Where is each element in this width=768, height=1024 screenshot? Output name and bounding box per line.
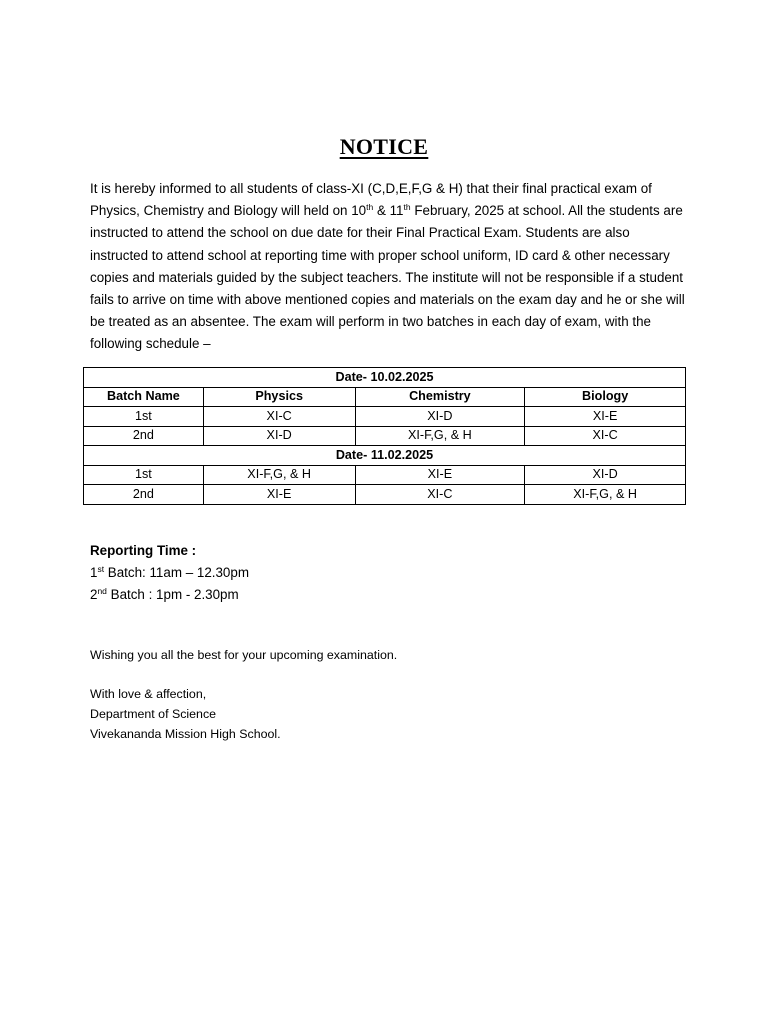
table-cell: 1st: [84, 465, 204, 485]
table-cell: XI-C: [525, 426, 686, 446]
reporting-time-heading: Reporting Time :: [90, 543, 197, 558]
ordinal-superscript: nd: [97, 586, 107, 596]
table-cell: XI-D: [355, 407, 525, 427]
batch-time: Batch: 11am – 12.30pm: [104, 565, 249, 580]
column-header: Chemistry: [355, 387, 525, 407]
table-cell: XI-C: [203, 407, 355, 427]
reporting-batch-1: [90, 562, 249, 584]
reporting-batch-2: [90, 584, 249, 606]
notice-body: [90, 178, 686, 356]
batch-time: Batch : 1pm - 2.30pm: [106, 587, 239, 602]
body-text-part-1: It is hereby informed to all students of class-XI (C,D,E,F,G & H) that their final practical exam of Physics, Chemistry and Biology will held on 10: [90, 181, 652, 219]
table-row: [84, 426, 686, 446]
exam-schedule-table: [83, 367, 686, 505]
table-cell: 2nd: [84, 426, 204, 446]
wish-line: Wishing you all the best for your upcoming examination.: [90, 648, 398, 662]
table-row: [84, 407, 686, 427]
school-line: Vivekananda Mission High School.: [90, 727, 281, 741]
table-cell: XI-D: [525, 465, 686, 485]
table-cell: XI-E: [203, 485, 355, 505]
table-row: [84, 485, 686, 505]
column-header: Biology: [525, 387, 686, 407]
table-cell: XI-C: [355, 485, 525, 505]
table-cell: XI-E: [525, 407, 686, 427]
table-cell: XI-F,G, & H: [355, 426, 525, 446]
table-cell: XI-E: [355, 465, 525, 485]
table-cell: 1st: [84, 407, 204, 427]
date-cell: Date- 10.02.2025: [84, 368, 686, 388]
date-row: [84, 446, 686, 466]
reporting-time-section: [90, 540, 249, 606]
closing-section: [90, 645, 397, 744]
table-cell: XI-D: [203, 426, 355, 446]
column-header: Physics: [203, 387, 355, 407]
department-line: Department of Science: [90, 707, 217, 721]
date-row: [84, 368, 686, 388]
header-row: [84, 387, 686, 407]
date-cell: Date- 11.02.2025: [84, 446, 686, 466]
table-cell: 2nd: [84, 485, 204, 505]
batch-number: 1: [90, 565, 98, 580]
notice-title: NOTICE: [339, 134, 429, 159]
body-text-part-3: February, 2025 at school. All the students are instructed to attend the school on due date for their Final Practical Exam. Students are also instructed to attend school at reporting time with proper school uniform, ID card & other necessary copies and materials guided by the subject teachers. The institute will not be responsible if a student fails to arrive on time with above mentioned copies and materials on the exam day and he or she will be treated as an absentee. The exam will perform in two batches in each day of exam, with the following schedule –: [90, 203, 685, 352]
table-cell: XI-F,G, & H: [203, 465, 355, 485]
batch-number: 2: [90, 587, 98, 602]
body-text-part-2: & 11: [373, 203, 404, 219]
ordinal-superscript: th: [366, 202, 374, 213]
signoff-line: With love & affection,: [90, 687, 207, 701]
table-row: [84, 465, 686, 485]
table-cell: XI-F,G, & H: [525, 485, 686, 505]
ordinal-superscript: st: [97, 564, 105, 574]
column-header: Batch Name: [84, 387, 204, 407]
ordinal-superscript: th: [403, 202, 411, 213]
